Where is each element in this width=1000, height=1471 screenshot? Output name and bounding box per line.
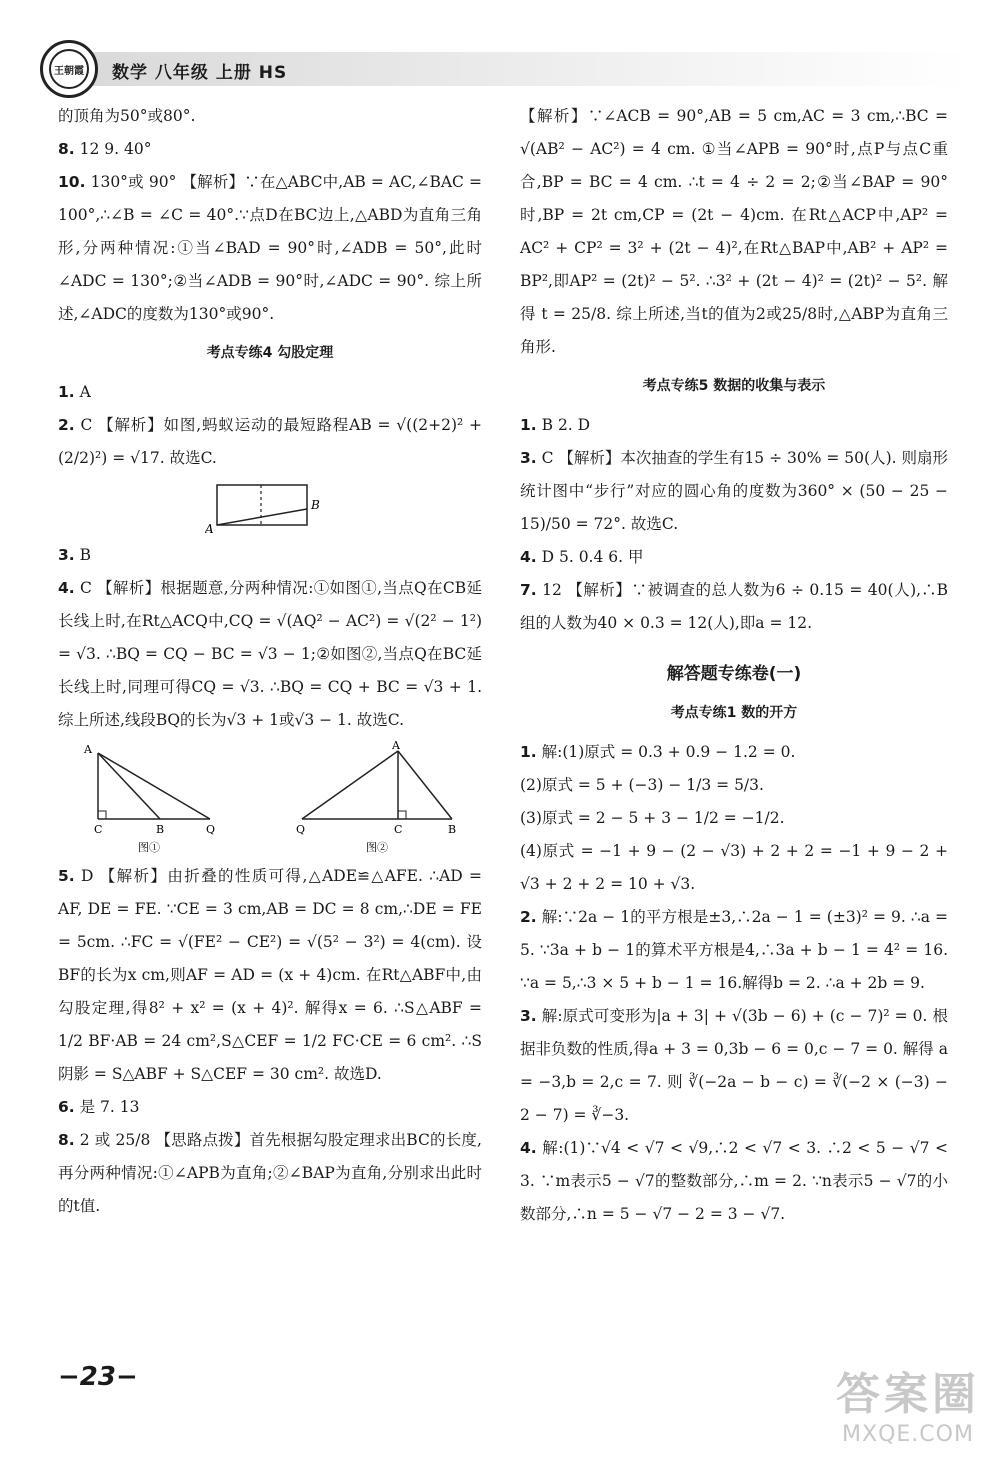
answer-item: 5. D 【解析】由折叠的性质可得,△ADE≌△AFE. ∴AD = AF, DE = FE. ∵CE = 3 cm,AB = DC = 8 cm,∴DE = FE = 5cm. ∴FC = √(FE² − CE²) = √(5² − 3²) = 4(cm). 设BF的长为x cm,则AF = AD = (x + 4)cm. 在Rt△ABF中,由勾股定理,得8² + x² = (x + 4)². 解得x = 6. ∴S△ABF = 1/2 BF·AB = 24 cm²,S△CEF = 1/2 FC·CE = 6 cm². ∴S阴影 = S△ABF + S△CEF = 30 cm². 故选D.	[58, 867, 482, 1083]
answer-line: 【解析】∵∠ACB = 90°,AB = 5 cm,AC = 3 cm,∴BC = √(AB² − AC²) = 4 cm. ①当∠APB = 90°时,点P与点C重合,BP = BC = 4 cm. ∴t = 4 ÷ 2 = 2;②当∠BAP = 90°时,BP = 2t cm,CP = (2t − 4)cm. 在Rt△ACP中,AP² = AC² + CP² = 3² + (2t − 4)²,在Rt△BAP中,AB² + AP² = BP²,即AP² = (2t)² − 5². ∴3² + (2t − 4)² = (2t)² − 5². 解得 t = 25/8. 综上所述,当t的值为2或25/8时,△ABP为直角三角形.	[520, 107, 948, 356]
answer-item: 1. 解:(1)原式 = 0.3 + 0.9 − 1.2 = 0.	[520, 743, 796, 761]
figure-1	[83, 743, 215, 854]
page-header	[40, 40, 600, 98]
svg-text:Q: Q	[296, 823, 306, 836]
chapter-title: 解答题专练卷(一)	[666, 664, 802, 684]
answer-item: 7. 12 【解析】∵被调查的总人数为6 ÷ 0.15 = 40(人),∴B组的人数为40 × 0.3 = 12(人),即a = 12.	[520, 581, 948, 632]
watermark-url: MXQE.COM	[842, 1422, 974, 1447]
watermark-main: 答案圈	[836, 1369, 980, 1420]
section-title: 考点专练1 数的开方	[670, 705, 798, 721]
rectangle-figure	[205, 479, 335, 535]
answer-item: 2. C 【解析】如图,蚂蚁运动的最短路程AB = √((2+2)² + (2/2)²) = √17. 故选C.	[58, 416, 482, 467]
page-number: −23−	[58, 1362, 138, 1392]
answer-line: (2)原式 = 5 + (−3) − 1/3 = 5/3.	[520, 776, 764, 794]
svg-text:Q: Q	[206, 823, 216, 836]
section-title: 考点专练5 数据的收集与表示	[642, 378, 826, 394]
svg-text:图②: 图②	[366, 841, 388, 854]
answer-item: 3. B	[58, 546, 92, 564]
logo-text: 王朝霞	[49, 49, 89, 89]
answer-item: 4. 解:(1)∵√4 < √7 < √9,∴2 < √7 < 3. ∴2 < 5 − √7 < 3. ∵m表示5 − √7的整数部分,∴m = 2. ∵n表示5 − √7的小数部分,∴n = 5 − √7 − 2 = 3 − √7.	[520, 1139, 948, 1223]
answer-item: 6. 是 7. 13	[58, 1098, 140, 1116]
answer-item: 3. C 【解析】本次抽查的学生有15 ÷ 30% = 50(人). 则扇形统计图中“步行”对应的圆心角的度数为360° × (50 − 25 − 15)/50 = 72°. 故选C.	[520, 449, 948, 533]
book-title: 数学 八年级 上册 HS	[112, 63, 288, 83]
watermark	[836, 1358, 980, 1447]
fig1-label-a: A	[205, 522, 214, 535]
fig1-label-b: B	[311, 498, 320, 512]
answer-item: 1. A	[58, 383, 91, 401]
answer-item: 2. 解:∵2a − 1的平方根是±3,∴2a − 1 = (±3)² = 9. ∴a = 5. ∵3a + b − 1的算术平方根是4,∴3a + b − 1 = 4² = 16. ∵a = 5,∴3 × 5 + b − 1 = 16.解得b = 2. ∴a + 2b = 9.	[520, 908, 948, 992]
answer-item: 8. 12 9. 40°	[58, 140, 152, 158]
svg-text:A: A	[392, 741, 400, 752]
answer-item: 4. D 5. 0.4 6. 甲	[520, 548, 644, 566]
answer-item: 3. 解:原式可变形为|a + 3| + √(3b − 6) + (c − 7)² = 0. 根据非负数的性质,得a + 3 = 0,3b − 6 = 0,c − 7 = 0. 解得 a = −3,b = 2,c = 7. 则 ∛(−2a − b − c) = ∛(−2 × (−3) − 2 − 7) = ∛−3.	[520, 1007, 949, 1124]
svg-text:C: C	[394, 823, 403, 836]
svg-text:A: A	[84, 743, 92, 756]
answer-item: 4. C 【解析】根据题意,分两种情况:①如图①,当点Q在CB延长线上时,在Rt△ACQ中,CQ = √(AQ² − AC²) = √(2² − 1²) = √3. ∴BQ = CQ − BC = √3 − 1;②如图②,当点Q在BC延长线上时,同理可得CQ = √3. ∴BQ = CQ + BC = √3 + 1. 综上所述,线段BQ的长为√3 + 1或√3 − 1. 故选C.	[58, 579, 482, 729]
svg-text:图①: 图①	[138, 841, 160, 854]
section-title: 考点专练4 勾股定理	[206, 345, 334, 361]
answer-line: 的顶角为50°或80°.	[58, 107, 196, 125]
answer-line: (4)原式 = −1 + 9 − (2 − √3) + 2 + 2 = −1 + 9 − 2 + √3 + 2 + 2 = 10 + √3.	[520, 842, 948, 893]
answer-item: 1. B 2. D	[520, 416, 591, 434]
figure-2	[296, 741, 456, 854]
svg-text:B: B	[156, 823, 165, 836]
brand-logo	[40, 40, 98, 98]
left-column	[58, 100, 482, 1223]
svg-text:C: C	[94, 823, 103, 836]
triangle-figures	[80, 741, 460, 856]
answer-item: 8. 2 或 25/8 【思路点拨】首先根据勾股定理求出BC的长度,再分两种情况:①∠APB为直角;②∠BAP为直角,分别求出此时的t值.	[58, 1131, 482, 1215]
right-column	[520, 100, 948, 1231]
svg-text:B: B	[448, 823, 457, 836]
answer-item: 10. 130°或 90° 【解析】∵在△ABC中,AB = AC,∠BAC = 100°,∴∠B = ∠C = 40°.∵点D在BC边上,△ABD为直角三角形,分两种情况:①当∠BAD = 90°时,∠ADB = 50°,此时∠ADC = 130°;②当∠ADB = 90°时,∠ADC = 90°. 综上所述,∠ADC的度数为130°或90°.	[58, 173, 482, 323]
answer-line: (3)原式 = 2 − 5 + 3 − 1/2 = −1/2.	[520, 809, 785, 827]
